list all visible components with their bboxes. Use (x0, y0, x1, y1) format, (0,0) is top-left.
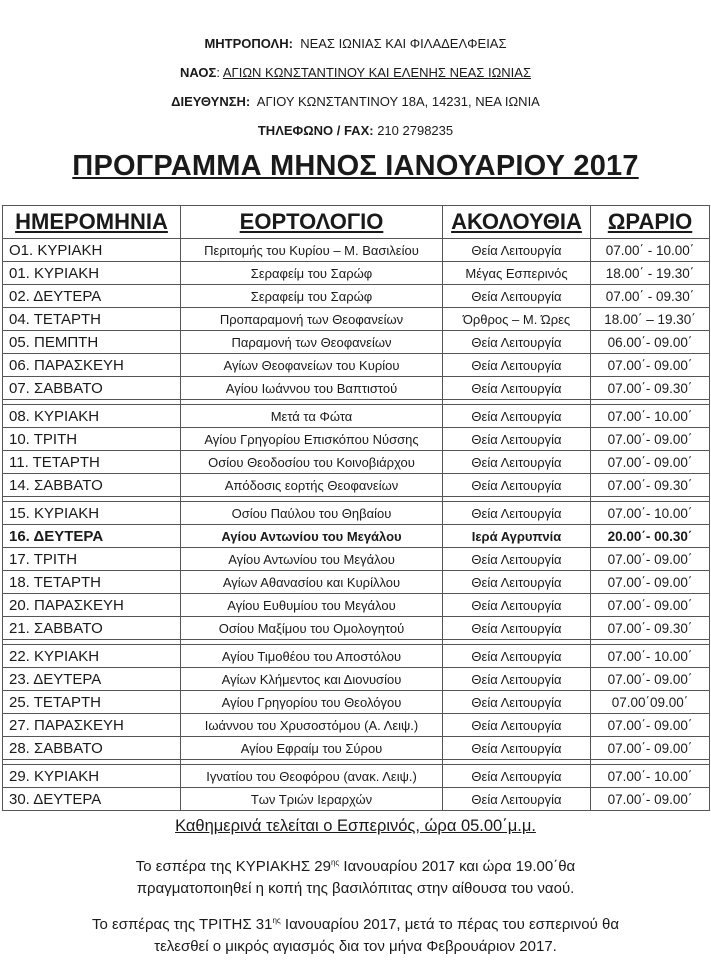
service-cell: Θεία Λειτουργία (443, 788, 591, 811)
feast-cell: Αγίων Κλήμεντος και Διονυσίου (181, 668, 443, 691)
date-cell: 15. ΚΥΡΙΑΚΗ (3, 502, 181, 525)
table-row (3, 571, 710, 594)
metropolis-line (0, 36, 711, 51)
time-cell: 07.00΄- 10.00΄ (591, 645, 710, 668)
note1-line2: πραγματοποιηθεί η κοπή της βασιλόπιτας στην αίθουσα του ναού. (136, 880, 575, 897)
phone-label: ΤΗΛΕΦΩΝΟ / FAX: (257, 123, 374, 138)
feast-cell: Αγίου Γρηγορίου του Θεολόγου (181, 691, 443, 714)
time-cell: 07.00΄- 10.00΄ (591, 502, 710, 525)
service-cell: Θεία Λειτουργία (443, 502, 591, 525)
service-cell: Θεία Λειτουργία (443, 239, 591, 262)
date-cell: 06. ΠΑΡΑΣΚΕΥΗ (3, 354, 181, 377)
feast-cell: Οσίου Μαξίμου του Ομολογητού (181, 617, 443, 640)
service-cell: Θεία Λειτουργία (443, 377, 591, 400)
address-value: ΑΓΙΟΥ ΚΩΝΣΤΑΝΤΙΝΟΥ 18Α, 14231, ΝΕΑ ΙΩΝΙΑ (256, 94, 540, 109)
feast-cell: Αγίων Αθανασίου και Κυρίλλου (181, 571, 443, 594)
date-cell: 30. ΔΕΥΤΕΡΑ (3, 788, 181, 811)
table-row (3, 525, 710, 548)
date-cell: 28. ΣΑΒΒΑΤΟ (3, 737, 181, 760)
service-cell: Όρθρος – Μ. Ώρες (443, 308, 591, 331)
service-cell: Θεία Λειτουργία (443, 668, 591, 691)
feast-cell: Απόδοσις εορτής Θεοφανείων (181, 474, 443, 497)
table-row (3, 502, 710, 525)
blessing-note (0, 910, 711, 958)
schedule-table (2, 205, 710, 811)
date-cell: 04. ΤΕΤΑΡΤΗ (3, 308, 181, 331)
feast-cell: Αγίου Ιωάννου του Βαπτιστού (181, 377, 443, 400)
date-cell: 05. ΠΕΜΠΤΗ (3, 331, 181, 354)
feast-cell: Σεραφείμ του Σαρώφ (181, 285, 443, 308)
time-cell: 07.00΄- 09.00΄ (591, 737, 710, 760)
phone-line (0, 123, 711, 138)
date-cell: 29. ΚΥΡΙΑΚΗ (3, 765, 181, 788)
feast-cell: Ιωάννου του Χρυσοστόμου (Α. Λειψ.) (181, 714, 443, 737)
date-cell: 27. ΠΑΡΑΣΚΕΥΗ (3, 714, 181, 737)
service-cell: Θεία Λειτουργία (443, 765, 591, 788)
column-header-time: ΩΡΑΡΙΟ (591, 206, 710, 239)
table-row (3, 428, 710, 451)
table-row (3, 474, 710, 497)
time-cell: 07.00΄- 09.30΄ (591, 474, 710, 497)
vasilopita-note (0, 852, 711, 900)
service-cell: Θεία Λειτουργία (443, 474, 591, 497)
date-cell: 16. ΔΕΥΤΕΡΑ (3, 525, 181, 548)
table-row (3, 714, 710, 737)
service-cell: Θεία Λειτουργία (443, 548, 591, 571)
time-cell: 07.00΄- 09.00΄ (591, 354, 710, 377)
time-cell: 07.00΄ - 09.30΄ (591, 285, 710, 308)
table-row (3, 765, 710, 788)
feast-cell: Αγίου Αντωνίου του Μεγάλου (181, 525, 443, 548)
time-cell: 07.00΄- 09.00΄ (591, 571, 710, 594)
metropolis-label: ΜΗΤΡΟΠΟΛΗ: (204, 36, 293, 51)
service-cell: Θεία Λειτουργία (443, 331, 591, 354)
column-header-service: ΑΚΟΛΟΥΘΙΑ (443, 206, 591, 239)
service-cell: Θεία Λειτουργία (443, 691, 591, 714)
table-row (3, 548, 710, 571)
feast-cell: Περιτομής του Κυρίου – Μ. Βασιλείου (181, 239, 443, 262)
date-cell: 21. ΣΑΒΒΑΤΟ (3, 617, 181, 640)
time-cell: 18.00΄ - 19.30΄ (591, 262, 710, 285)
feast-cell: Μετά τα Φώτα (181, 405, 443, 428)
time-cell: 07.00΄- 09.00΄ (591, 714, 710, 737)
note2-sup: ης (272, 916, 281, 925)
table-row (3, 645, 710, 668)
table-row (3, 737, 710, 760)
feast-cell: Αγίου Γρηγορίου Επισκόπου Νύσσης (181, 428, 443, 451)
feast-cell: Αγίου Ευθυμίου του Μεγάλου (181, 594, 443, 617)
service-cell: Θεία Λειτουργία (443, 645, 591, 668)
date-cell: 23. ΔΕΥΤΕΡΑ (3, 668, 181, 691)
table-body (3, 239, 710, 811)
time-cell: 20.00΄- 00.30΄ (591, 525, 710, 548)
table-row (3, 788, 710, 811)
date-cell: 10. ΤΡΙΤΗ (3, 428, 181, 451)
date-cell: 01. ΚΥΡΙΑΚΗ (3, 262, 181, 285)
date-cell: 20. ΠΑΡΑΣΚΕΥΗ (3, 594, 181, 617)
feast-cell: Αγίου Αντωνίου του Μεγάλου (181, 548, 443, 571)
church-label: ΝΑΟΣ (180, 65, 217, 80)
time-cell: 07.00΄- 09.00΄ (591, 594, 710, 617)
time-cell: 07.00΄- 09.30΄ (591, 617, 710, 640)
feast-cell: Αγίων Θεοφανείων του Κυρίου (181, 354, 443, 377)
table-row (3, 262, 710, 285)
column-header-date: ΗΜΕΡΟΜΗΝΙΑ (3, 206, 181, 239)
service-cell: Θεία Λειτουργία (443, 617, 591, 640)
note1-text: Το εσπέρα της ΚΥΡΙΑΚΗΣ 29 (135, 858, 331, 875)
date-cell: 07. ΣΑΒΒΑΤΟ (3, 377, 181, 400)
service-cell: Μέγας Εσπερινός (443, 262, 591, 285)
time-cell: 07.00΄- 09.00΄ (591, 451, 710, 474)
table-row (3, 594, 710, 617)
date-cell: 18. ΤΕΤΑΡΤΗ (3, 571, 181, 594)
table-row (3, 239, 710, 262)
table-row (3, 451, 710, 474)
table-row (3, 308, 710, 331)
column-header-feast: ΕΟΡΤΟΛΟΓΙΟ (181, 206, 443, 239)
service-cell: Θεία Λειτουργία (443, 571, 591, 594)
date-cell: 25. ΤΕΤΑΡΤΗ (3, 691, 181, 714)
time-cell: 07.00΄- 09.00΄ (591, 428, 710, 451)
church-value: ΑΓΙΩΝ ΚΩΝΣΤΑΝΤΙΝΟΥ ΚΑΙ ΕΛΕΝΗΣ ΝΕΑΣ ΙΩΝΙΑΣ (222, 65, 531, 80)
feast-cell: Παραμονή των Θεοφανείων (181, 331, 443, 354)
time-cell: 07.00΄- 10.00΄ (591, 405, 710, 428)
note1-sup: ης (330, 858, 340, 867)
service-cell: Θεία Λειτουργία (443, 354, 591, 377)
time-cell: 07.00΄- 09.30΄ (591, 377, 710, 400)
phone-value: 210 2798235 (377, 123, 454, 138)
date-cell: 17. ΤΡΙΤΗ (3, 548, 181, 571)
table-row (3, 617, 710, 640)
note2-line2: τελεσθεί ο μικρός αγιασμός δια τον μήνα Φεβρουάριον 2017. (154, 938, 557, 955)
service-cell: Θεία Λειτουργία (443, 451, 591, 474)
date-cell: 02. ΔΕΥΤΕΡΑ (3, 285, 181, 308)
date-cell: 14. ΣΑΒΒΑΤΟ (3, 474, 181, 497)
address-label: ΔΙΕΥΘΥΝΣΗ: (171, 94, 251, 109)
service-cell: Θεία Λειτουργία (443, 594, 591, 617)
feast-cell: Οσίου Παύλου του Θηβαίου (181, 502, 443, 525)
service-cell: Θεία Λειτουργία (443, 405, 591, 428)
service-cell: Θεία Λειτουργία (443, 285, 591, 308)
table-header-row (3, 206, 710, 239)
church-line: ΝΑΟΣ: ΑΓΙΩΝ ΚΩΝΣΤΑΝΤΙΝΟΥ ΚΑΙ ΕΛΕΝΗΣ ΝΕΑΣ ΙΩΝΙΑΣ (180, 65, 531, 80)
service-cell: Θεία Λειτουργία (443, 737, 591, 760)
address-line (0, 94, 711, 109)
feast-cell: Ιγνατίου του Θεοφόρου (ανακ. Λειψ.) (181, 765, 443, 788)
metropolis-value: ΝΕΑΣ ΙΩΝΙΑΣ ΚΑΙ ΦΙΛΑΔΕΛΦΕΙΑΣ (300, 36, 507, 51)
feast-cell: Αγίου Εφραίμ του Σύρου (181, 737, 443, 760)
time-cell: 07.00΄- 09.00΄ (591, 788, 710, 811)
time-cell: 07.00΄- 10.00΄ (591, 765, 710, 788)
table-row (3, 691, 710, 714)
date-cell: Ο1. ΚΥΡΙΑΚΗ (3, 239, 181, 262)
daily-vespers-note: Καθημερινά τελείται ο Εσπερινός, ώρα 05.00΄μ.μ. (175, 817, 536, 835)
feast-cell: Προπαραμονή των Θεοφανείων (181, 308, 443, 331)
service-cell: Θεία Λειτουργία (443, 714, 591, 737)
time-cell: 06.00΄- 09.00΄ (591, 331, 710, 354)
time-cell: 07.00΄09.00΄ (591, 691, 710, 714)
date-cell: 08. ΚΥΡΙΑΚΗ (3, 405, 181, 428)
feast-cell: Οσίου Θεοδοσίου του Κοινοβιάρχου (181, 451, 443, 474)
note2-text-end: Ιανουαρίου 2017, μετά το πέρας του εσπερινού θα (280, 916, 620, 933)
table-row (3, 377, 710, 400)
date-cell: 11. ΤΕΤΑΡΤΗ (3, 451, 181, 474)
feast-cell: Των Τριών Ιεραρχών (181, 788, 443, 811)
time-cell: 07.00΄ - 10.00΄ (591, 239, 710, 262)
date-cell: 22. ΚΥΡΙΑΚΗ (3, 645, 181, 668)
table-row (3, 354, 710, 377)
table-row (3, 285, 710, 308)
feast-cell: Σεραφείμ του Σαρώφ (181, 262, 443, 285)
page-title: ΠΡΟΓΡΑΜΜΑ ΜΗΝΟΣ ΙΑΝΟΥΑΡΙΟΥ 2017 (72, 150, 639, 182)
service-cell: Θεία Λειτουργία (443, 428, 591, 451)
time-cell: 07.00΄- 09.00΄ (591, 668, 710, 691)
feast-cell: Αγίου Τιμοθέου του Αποστόλου (181, 645, 443, 668)
time-cell: 07.00΄- 09.00΄ (591, 548, 710, 571)
table-row (3, 331, 710, 354)
service-cell: Ιερά Αγρυπνία (443, 525, 591, 548)
note2-text: Το εσπέρας της ΤΡΙΤΗΣ 31 (91, 916, 273, 933)
note1-text-end: Ιανουαρίου 2017 και ώρα 19.00΄θα (339, 858, 576, 875)
table-row (3, 668, 710, 691)
time-cell: 18.00΄ – 19.30΄ (591, 308, 710, 331)
table-row (3, 405, 710, 428)
